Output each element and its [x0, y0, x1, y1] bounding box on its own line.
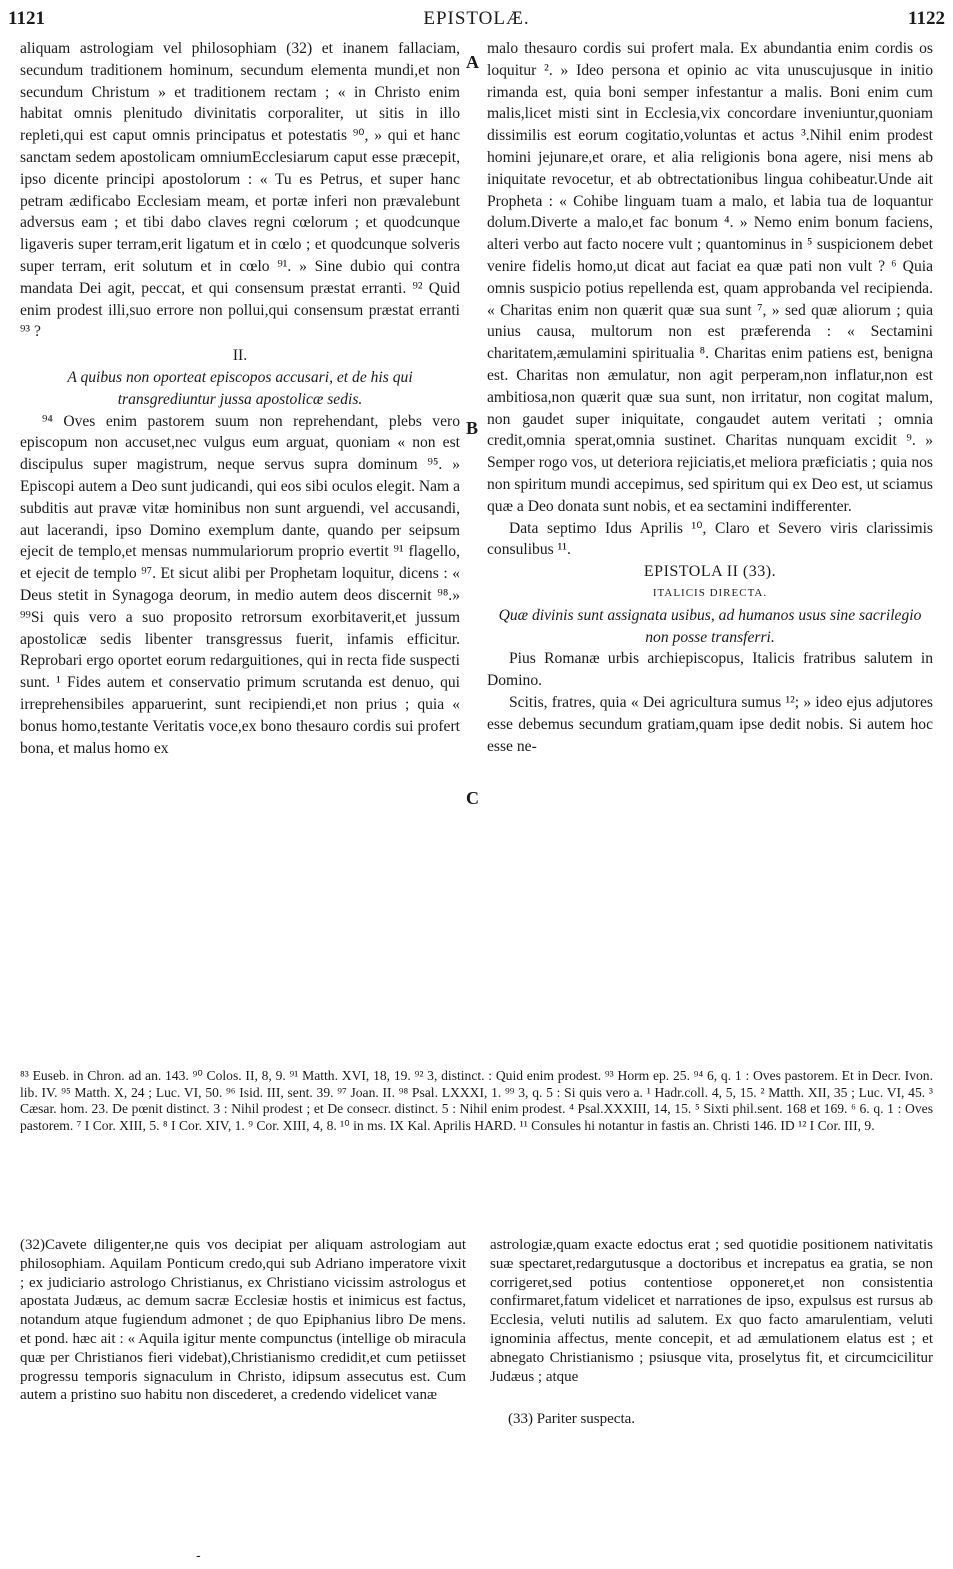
commentary-left [20, 1236, 466, 1405]
footnotes [20, 1068, 933, 1134]
left-column [20, 38, 460, 1066]
commentary-right [490, 1236, 933, 1429]
left-paragraph-1: aliquam astrologiam vel philosophiam (32) et inanem fallaciam, secundum traditionem hominum, secundum elementa mundi,et non secundum Christum » et traditionem rectam ; « in Christo enim habitat omnis plenitudo divinitatis corporaliter, ut sitis in illo repleti,qui est caput omnis principatus et potestatis ⁹⁰, » qui et hanc sanctam sedem apostolicam omniumEcclesiarum caput esse præcepit, ipso dicente principi apostolorum : « Tu es Petrus, et super hanc petram ædificabo Ecclesiam meam, et portæ inferi non prævalebunt adversus eam ; et tibi dabo claves regni cœlorum ; et quodcunque ligaveris super terram,erit ligatum et in cœlo ; et quodcunque solveris super terram, erit solutum et in cœlo ⁹¹. » Sine dubio qui contra mandata Dei agit, peccat, et qui consensum præstat erranti. ⁹² Quid enim prodest illi,suo errore non pollui,qui consensum præstat erranti ⁹³ ? [20, 40, 460, 341]
right-paragraph-2: Data septimo Idus Aprilis ¹⁰, Claro et Severo viris clarissimis consulibus ¹¹. [487, 519, 933, 559]
note-33: (33) Pariter suspecta. [508, 1411, 636, 1428]
right-column [487, 38, 933, 1066]
left-page-number: 1121 [8, 8, 45, 29]
epistola-title: EPISTOLA II (33). [643, 563, 777, 581]
bottom-mark: - [196, 1548, 201, 1564]
margin-letter-a: A [466, 52, 479, 72]
right-paragraph-1: malo thesauro cordis sui profert mala. Ex abundantia enim cordis os loquitur ². » Ideo persona et opinio ac vita unuscujusque in initio rimanda est, quia boni semper infestantur a malis. Boni enim cum malis,licet misti sint in Ecclesia,vix concordare inveniuntur,quoniam dissimilis est eorum cogitatio,voluntas et actus ³.Nihil enim prodest homini jejunare,et orare, et alia religionis bona agere, nisi mens ab iniquitate revocetur, et ab obtrectationibus lingua cohibeatur.Unde ait Propheta : « Cohibe linguam tuam a malo, et labia tua de loquantur dolum.Diverte a malo,et fac bonum ⁴. » Nemo enim bonum faciens, alteri verbo aut facto nocere vult ; quantominus in ⁵ suspicionem debet venire fidelis homo,ut dicat aut faciat ea quæ pati non vult ? ⁶ Quia omnis suspicio potius repellenda est, quam approbanda vel recipienda. « Charitas enim non quærit quæ sua sunt ⁷, » sed quæ aliorum ; quia unius causa, multorum non est præferenda : « Sectamini charitatem,æmulamini spiritualia ⁸. Charitas enim patiens est, benigna est. Charitas non æmulatur, non agit perperam,non inflatur,non est ambitiosa,non quærit quæ sua sunt, non irritatur, non cogitat malum, non gaudet super iniquitate, congaudet autem veritati ; omnia credit,omnia sperat,omnia sustinet. Charitas nunquam excidit ⁹. » Semper rogo vos, ut deteriora rejiciatis,et meliora præficiatis ; quia nos non spiritum mundi accepimus, sed spiritum qui ex Deo est, ut sciamus quæ a Deo donata sunt nobis, et ea sectamini indifferenter. [487, 40, 933, 515]
footnotes-text: ⁸³ Euseb. in Chron. ad an. 143. ⁹⁰ Colos. II, 8, 9. ⁹¹ Matth. XVI, 18, 19. ⁹² 3, distinct. : Quid enim prodest. ⁹³ Horm ep. 25. ⁹⁴ 6, q. 1 : Oves pastorem. Et in Decr. Ivon. lib. IV. ⁹⁵ Matth. X, 24 ; Luc. VI, 50. ⁹⁶ Isid. III, sent. 39. ⁹⁷ Joan. II. ⁹⁸ Psal. LXXXI, 1. ⁹⁹ 3, q. 5 : Si quis vero a. ¹ Hadr.coll. 4, 5, 15. ² Matth. XII, 35 ; Luc. VI, 45. ³ Cæsar. hom. 23. De pœnit distinct. 3 : Nihil prodest ; et De consecr. distinct. 5 : Nihil enim prodest. ⁴ Psal.XXXIII, 14, 15. ⁵ Sixti phil.sent. 168 et 169. ⁶ 6. q. 1 : Oves pastorem. ⁷ I Cor. XIII, 5. ⁸ I Cor. XIV, 1. ⁹ Cor. XIII, 4, 8. ¹⁰ in ms. IX Kal. Aprilis HARD. ¹¹ Consules hi notantur in fastis an. Christi 146. ID ¹² I Cor. III, 9. [20, 1068, 933, 1133]
margin-letter-c: C [466, 788, 479, 808]
margin-letter-b: B [466, 418, 479, 438]
left-paragraph-2: ⁹⁴ Oves enim pastorem suum non reprehendant, plebs vero episcopum non accuset,nec vulgus eum arguat, quoniam « non est discipulus super magistrum, neque servus supra dominum ⁹⁵. » Episcopi autem a Deo sunt judicandi, qui eos sibi oculos elegit. Nam a subditis aut pravæ vitæ hominibus non sunt arguendi, vel accusandi, aut lacerandi, ipso Domino exemplum dante, quando per seipsum ejecit de templo,et mensas nummulariorum proprio evertit ⁹¹ flagello, et ejecit de templo ⁹⁷. Et sicut alibi per Prophetam loquitur, dicens : « Deus stetit in Synagoga deorum, in medio autem deos discernit ⁹⁸.» ⁹⁹Si quis vero a suo proposito retrorsum exorbitaverit,et jussum apostolicæ sedis libenter transgressus fuerit, infamis efficitur. Reprobari ergo oportet eorum redarguitiones, qui in recta fide suspecti sunt. ¹ Fides autem et conservatio primum scrutanda est denuo, qui irreprehensibiles apparuerint, sunt recipiendi,et non prius ; quia « bonus homo,testante Veritatis voce,ex bono thesauro cordis sui profert bona, et malus homo ex [20, 412, 460, 757]
section-number: II. [232, 347, 248, 365]
epistola-addressee: ITALICIS DIRECTA. [652, 586, 768, 599]
right-paragraph-4: Scitis, fratres, quia « Dei agricultura sumus ¹²; » ideo ejus adjutores esse debemus secundum gratiam,quam ipse dedit nobis. Si autem hoc esse ne- [487, 693, 933, 755]
epistola-summary: Quæ divinis sunt assignata usibus, ad humanos usus sine sacrilegio non posse transferri. [498, 606, 922, 646]
right-paragraph-3: Pius Romanæ urbis archiepiscopus, Italicis fratribus salutem in Domino. [487, 650, 933, 690]
running-title: EPISTOLÆ. [423, 8, 530, 29]
right-page-number: 1122 [908, 8, 945, 29]
section-title: A quibus non oporteat episcopos accusari, et de his qui transgrediuntur jussa apostolicæ sedis. [67, 368, 413, 408]
note-32: (32)Cavete diligenter,ne quis vos decipiat per aliquam astrologiam aut philosophiam. Aquilam Ponticum credo,qui sub Adriano imperatore vixit ; ex judiciario astrologo Christianus, ex Christiano vicissim astrologus et apostata Judæus, ac demum sacræ Ecclesiæ hostis et inimicus est factus, notandum atque fugiendum admonet ; de quo Epiphanius libro De mens. et pond. hæc ait : « Aquila igitur mente compunctus (intellige ob miracula quæ per Christianos fieri videbat),Christianismo credidit,et cum petiisset progressu temporis signaculum in Christo, idipsum assecutus est. Cum autem a pristino suo habitu non discederet, a credendo videlicet vanæ [20, 1237, 466, 1404]
note-32-continued: astrologiæ,quam exacte edoctus erat ; sed quotidie positionem nativitatis suæ spectaret,redargutusque a doctoribus et increpatus ea gratia, se non corrigeret,sed potius contentiose opponeret,et non consistentia confirmaret,fatum videlicet et narrationes de ipso, expulsus est rursus ab Ecclesia, veluti nutilis ad salutem. Ex quo facto amarulentiam, veluti ignominia affectus, mente concepit, et ad æmulationem elatus est ; et abnegato Christianismo ; psiusque vita, proselytus fit, et circumcicilitur Judæus ; atque [490, 1237, 933, 1385]
running-header [8, 8, 945, 36]
